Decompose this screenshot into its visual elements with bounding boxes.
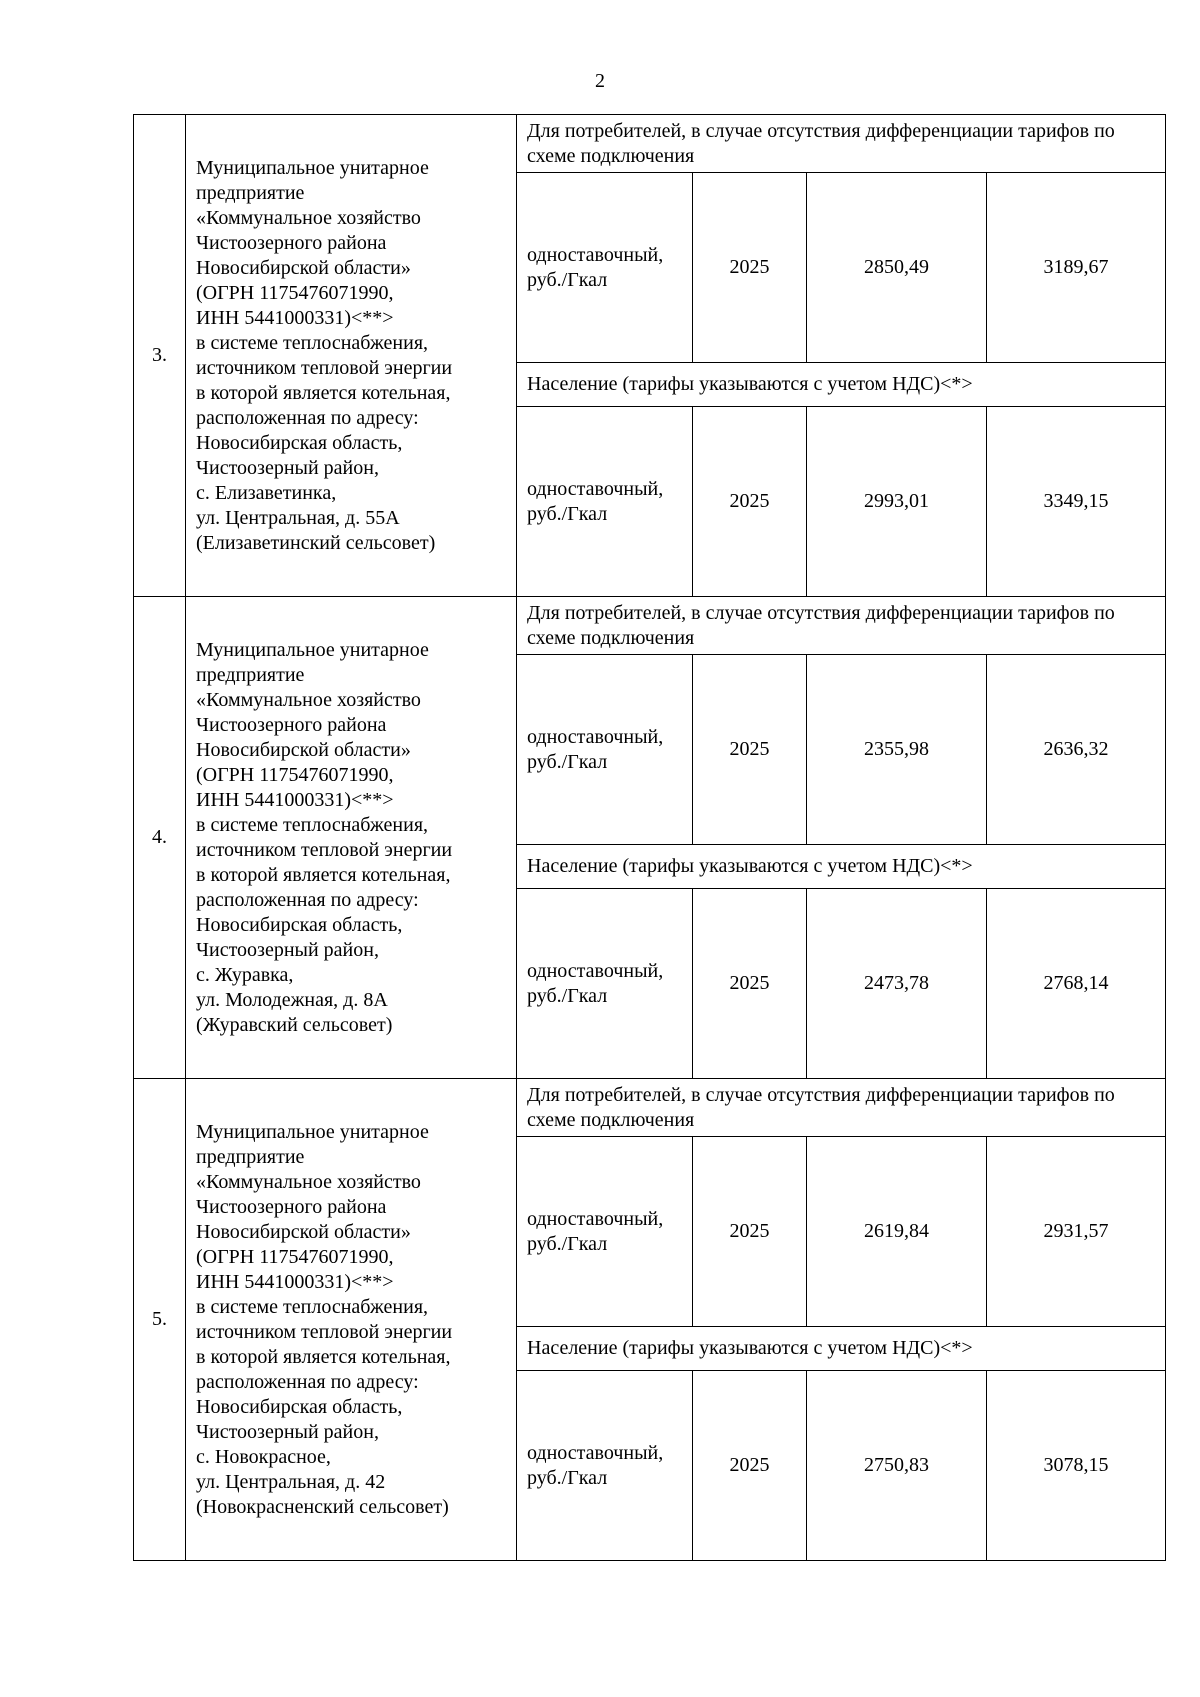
year-cell: 2025 (693, 173, 807, 363)
page-number: 2 (595, 70, 605, 92)
rate-type: одноставочный, руб./Гкал (517, 1371, 693, 1561)
tariff-value-second-half: 3078,15 (987, 1371, 1166, 1561)
tariff-value-first-half: 2750,83 (807, 1371, 987, 1561)
consumers-section-label: Для потребителей, в случае отсутствия дифференциации тарифов по схеме подключения (517, 1079, 1166, 1137)
tariff-value-second-half: 3349,15 (987, 407, 1166, 597)
tariff-value-second-half: 2768,14 (987, 889, 1166, 1079)
tariff-value-first-half: 2850,49 (807, 173, 987, 363)
tariff-value-second-half: 2931,57 (987, 1137, 1166, 1327)
tariff-value-first-half: 2473,78 (807, 889, 987, 1079)
tariff-value-second-half: 3189,67 (987, 173, 1166, 363)
rate-type: одноставочный, руб./Гкал (517, 173, 693, 363)
rate-type: одноставочный, руб./Гкал (517, 407, 693, 597)
row-number: 4. (134, 597, 186, 1079)
tariff-value-first-half: 2993,01 (807, 407, 987, 597)
row-number: 3. (134, 115, 186, 597)
rate-type: одноставочный, руб./Гкал (517, 889, 693, 1079)
organization-description: Муниципальное унитарное предприятие «Коммунальное хозяйство Чистоозерного района Новосибирской области» (ОГРН 1175476071990, ИНН 5441000331)<**> в системе теплоснабжения, источником тепловой энергии в которой является котельная, расположенная по адресу: Новосибирская область, Чистоозерный район, с. Новокрасное, ул. Центральная, д. 42 (Новокрасненский сельсовет) (186, 1079, 517, 1561)
row-number: 5. (134, 1079, 186, 1561)
year-cell: 2025 (693, 655, 807, 845)
consumers-section-label: Для потребителей, в случае отсутствия дифференциации тарифов по схеме подключения (517, 115, 1166, 173)
population-section-label: Население (тарифы указываются с учетом НДС)<*> (517, 363, 1166, 407)
tariff-value-first-half: 2355,98 (807, 655, 987, 845)
year-cell: 2025 (693, 1137, 807, 1327)
consumers-section-label: Для потребителей, в случае отсутствия дифференциации тарифов по схеме подключения (517, 597, 1166, 655)
table-row (134, 597, 1166, 655)
year-cell: 2025 (693, 1371, 807, 1561)
table-row (134, 1079, 1166, 1137)
tariff-value-second-half: 2636,32 (987, 655, 1166, 845)
rate-type: одноставочный, руб./Гкал (517, 655, 693, 845)
population-section-label: Население (тарифы указываются с учетом НДС)<*> (517, 845, 1166, 889)
organization-description: Муниципальное унитарное предприятие «Коммунальное хозяйство Чистоозерного района Новосибирской области» (ОГРН 1175476071990, ИНН 5441000331)<**> в системе теплоснабжения, источником тепловой энергии в которой является котельная, расположенная по адресу: Новосибирская область, Чистоозерный район, с. Елизаветинка, ул. Центральная, д. 55А (Елизаветинский сельсовет) (186, 115, 517, 597)
tariff-table-body (134, 115, 1166, 1561)
year-cell: 2025 (693, 407, 807, 597)
tariff-value-first-half: 2619,84 (807, 1137, 987, 1327)
year-cell: 2025 (693, 889, 807, 1079)
table-row (134, 115, 1166, 173)
population-section-label: Население (тарифы указываются с учетом НДС)<*> (517, 1327, 1166, 1371)
organization-description: Муниципальное унитарное предприятие «Коммунальное хозяйство Чистоозерного района Новосибирской области» (ОГРН 1175476071990, ИНН 5441000331)<**> в системе теплоснабжения, источником тепловой энергии в которой является котельная, расположенная по адресу: Новосибирская область, Чистоозерный район, с. Журавка, ул. Молодежная, д. 8А (Журавский сельсовет) (186, 597, 517, 1079)
rate-type: одноставочный, руб./Гкал (517, 1137, 693, 1327)
tariff-table (133, 114, 1166, 1561)
